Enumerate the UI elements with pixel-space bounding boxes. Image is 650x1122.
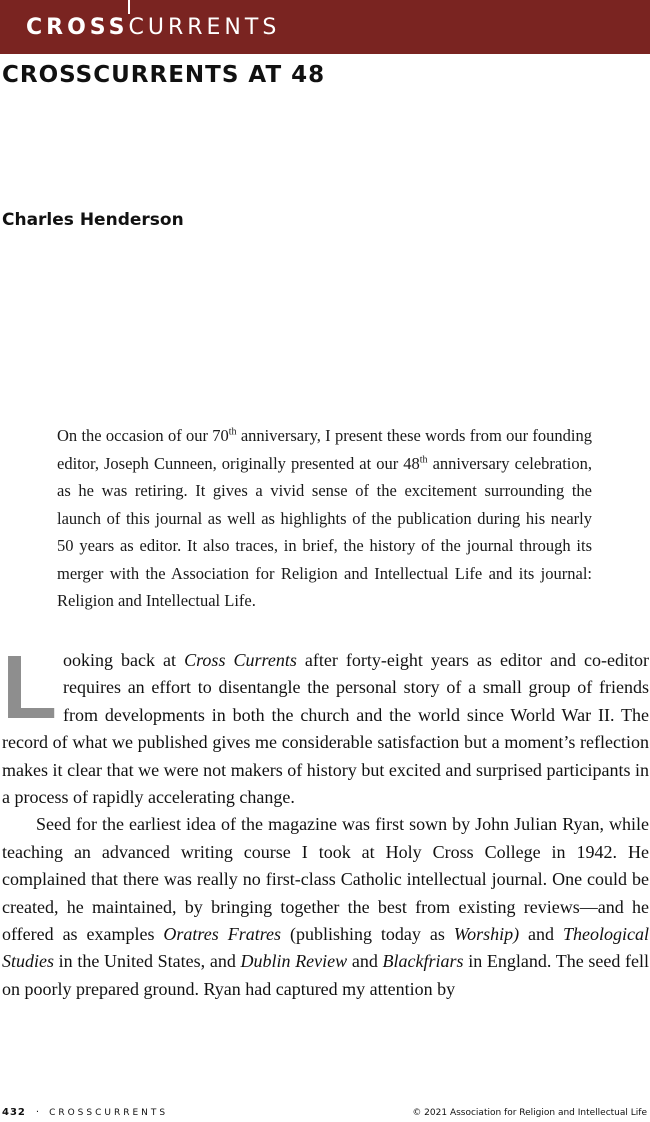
journal-logo	[26, 14, 280, 42]
italic-title-2: Worship)	[453, 924, 520, 945]
italic-title-5: Blackfriars	[382, 951, 464, 972]
paragraph-2-text-6: in England. The seed fell on poorly prepared ground. Ryan had captured my attention by	[2, 951, 649, 999]
abstract-text-2: anniversary, I present these words from our founding editor, Joseph Cunneen, originally presented at our 48	[57, 426, 592, 473]
italic-title-4: Dublin Review	[240, 951, 348, 972]
drop-cap: L	[2, 638, 57, 738]
journal-name-italic: Cross Currents	[184, 650, 297, 670]
paragraph-1-text-2: after forty-eight years as editor and co-editor requires an effort to disentangle the personal story of a small group of friends from developments in both the church and the world since World War II. The record of what we published gives me considerable satisfaction but a moment’s reflection makes it clear that we were not makers of history but excited and surprised participants in a process of rapidly accelerating change.	[2, 650, 649, 808]
abstract-superscript-1: th	[228, 426, 237, 438]
logo-light-part: CURRENTS	[128, 15, 281, 40]
abstract	[57, 422, 592, 615]
footer-journal-name: CROSSCURRENTS	[49, 1108, 169, 1118]
abstract-text-1: On the occasion of our 70	[57, 426, 229, 445]
article-title: CROSSCURRENTS AT 48	[2, 62, 326, 88]
paragraph-2-text-2: (publishing today as	[281, 924, 454, 945]
paragraph-2-text-4: in the United States, and	[54, 951, 241, 972]
journal-header-bar	[0, 0, 650, 54]
logo-bold-part: CROSS	[26, 15, 129, 40]
paragraph-2-text-1: Seed for the earliest idea of the magazine was first sown by John Julian Ryan, while teaching an advanced writing course I took at Holy Cross College in 1942. He complained that there was really no first-class Catholic intellectual journal. One could be created, he maintained, by bringing together the best from existing reviews—and he offered as examples	[2, 814, 649, 945]
body-paragraph-2	[2, 811, 649, 1003]
abstract-text-3: anniversary celebration, as he was retiring. It gives a vivid sense of the excitement surrounding the launch of this journal as well as highlights of the publication during his nearly 50 years as editor. It also traces, in brief, the history of the journal through its merger with the Association for Religion and Intellectual Life and its journal: Religion and Intellectual Life.	[57, 453, 593, 610]
article-body	[2, 638, 649, 1003]
paragraph-1-text-1: ooking back at	[62, 650, 185, 670]
author-name: Charles Henderson	[2, 210, 184, 230]
copyright-notice: © 2021 Association for Religion and Intellectual Life	[412, 1108, 647, 1118]
italic-title-3: Theological Studies	[2, 924, 649, 972]
page-footer-left	[2, 1107, 168, 1118]
body-paragraph-1	[2, 638, 649, 811]
footer-separator: ·	[35, 1107, 40, 1118]
abstract-superscript-2: th	[419, 454, 428, 465]
header-divider-line	[128, 0, 130, 14]
italic-title-1: Oratres Fratres	[163, 924, 282, 945]
paragraph-2-text-3: and	[519, 924, 563, 945]
paragraph-2-text-5: and	[347, 951, 383, 972]
page-number: 432	[2, 1107, 26, 1118]
